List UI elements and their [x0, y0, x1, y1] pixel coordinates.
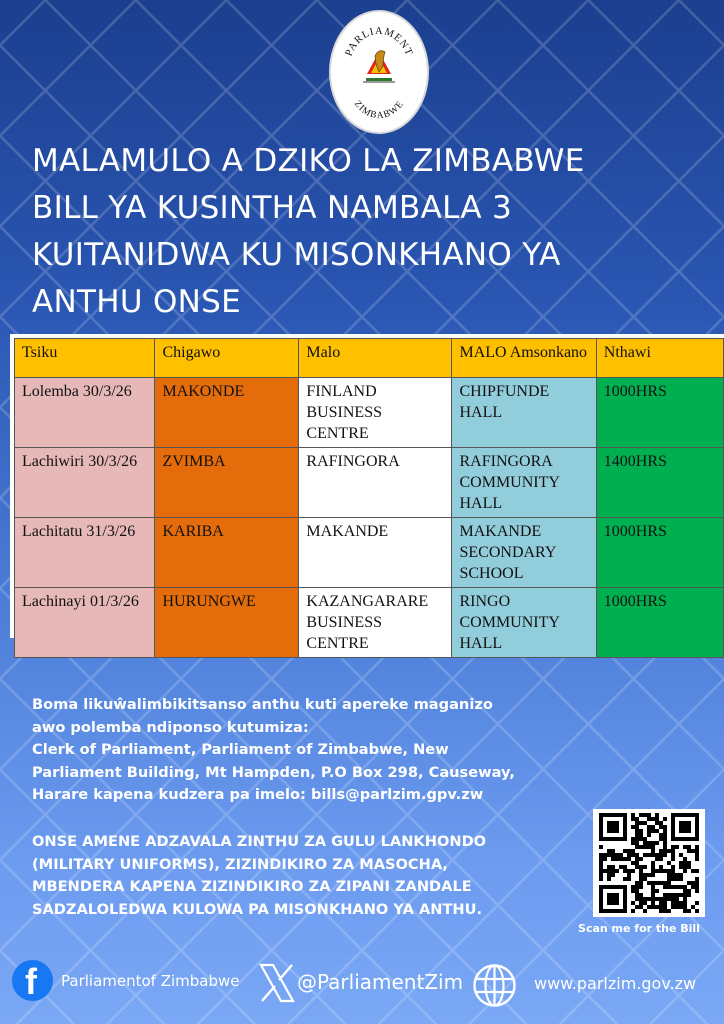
info-line: Parliament Building, Mt Hampden, P.O Box 298, Causeway,	[32, 763, 515, 781]
cell-district: ZVIMBA	[155, 448, 299, 518]
x-icon[interactable]	[259, 963, 295, 1003]
warning-line: (MILITARY UNIFORMS), ZIZINDIKIRO ZA MASOCHA,	[32, 855, 448, 873]
info-line: Harare kapena kudzera pa imelo: bills@parlzim.gpv.zw	[32, 786, 484, 803]
cell-venue: MAKANDE SECONDARY SCHOOL	[452, 518, 596, 588]
cell-time: 1400HRS	[596, 448, 723, 518]
globe-icon[interactable]	[472, 963, 517, 1008]
warning-notice	[32, 831, 592, 921]
cell-place: FINLAND BUSINESS CENTRE	[299, 378, 452, 448]
info-line: Boma likuŵalimbikitsanso anthu kuti apereke maganizo	[32, 696, 493, 713]
table-row	[15, 378, 724, 448]
cell-district: HURUNGWE	[155, 588, 299, 658]
facebook-icon[interactable]: f	[12, 960, 53, 1001]
table-header-row	[15, 339, 724, 378]
qr-caption: Scan me for the Bill	[578, 922, 700, 935]
website-link[interactable]: www.parlzim.gov.zw	[534, 974, 697, 993]
schedule-table-container	[10, 334, 724, 652]
cell-day: Lachiwiri 30/3/26	[15, 448, 155, 518]
cell-time: 1000HRS	[596, 588, 723, 658]
cell-place: MAKANDE	[299, 518, 452, 588]
parliament-logo-icon	[329, 10, 429, 134]
footer	[0, 960, 724, 1010]
warning-line: ONSE AMENE ADZAVALA ZINTHU ZA GULU LANKHONDO	[32, 833, 487, 850]
header-cell-time: Nthawi	[596, 339, 723, 378]
cell-time: 1000HRS	[596, 378, 723, 448]
warning-line: SADZALOLEDWA KULOWA PA MISONKHANO YA ANTHU.	[32, 900, 483, 918]
cell-day: Lachinayi 01/3/26	[15, 588, 155, 658]
qr-code-icon[interactable]	[593, 809, 705, 917]
cell-place: RAFINGORA	[299, 448, 452, 518]
info-line: awo polemba ndiponso kutumiza:	[32, 718, 309, 736]
headline-line: ANTHU ONSE	[32, 284, 242, 320]
facebook-link[interactable]: Parliamentof Zimbabwe	[61, 972, 240, 990]
cell-venue: RAFINGORA COMMUNITY HALL	[452, 448, 596, 518]
logo-bottom-text: ZIMBABWE	[351, 99, 407, 122]
header-cell-venue: MALO Amsonkano	[452, 339, 596, 378]
warning-line: MBENDERA KAPENA ZIZINDIKIRO ZA ZIPANI ZANDALE	[32, 878, 472, 895]
cell-day: Lachitatu 31/3/26	[15, 518, 155, 588]
submission-info	[32, 694, 592, 807]
header-cell-day: Tsiku	[15, 339, 155, 378]
cell-venue: CHIPFUNDE HALL	[452, 378, 596, 448]
table-row	[15, 448, 724, 518]
headline-line: BILL YA KUSINTHA NAMBALA 3	[32, 190, 513, 226]
cell-place: KAZANGARARE BUSINESS CENTRE	[299, 588, 452, 658]
cell-venue: RINGO COMMUNITY HALL	[452, 588, 596, 658]
headline-line: MALAMULO A DZIKO LA ZIMBABWE	[32, 143, 585, 179]
table-row	[15, 588, 724, 658]
cell-time: 1000HRS	[596, 518, 723, 588]
cell-district: KARIBA	[155, 518, 299, 588]
info-line: Clerk of Parliament, Parliament of Zimbabwe, New	[32, 741, 449, 758]
header-cell-place: Malo	[299, 339, 452, 378]
x-handle-link[interactable]: @ParliamentZim	[297, 970, 464, 994]
svg-text:ZIMBABWE	[352, 99, 406, 121]
schedule-table	[14, 338, 724, 658]
logo-top-text: PARLIAMENT	[343, 25, 415, 58]
headline	[32, 138, 712, 326]
cell-day: Lolemba 30/3/26	[15, 378, 155, 448]
cell-district: MAKONDE	[155, 378, 299, 448]
table-row	[15, 518, 724, 588]
header-cell-district: Chigawo	[155, 339, 299, 378]
headline-line: KUITANIDWA KU MISONKHANO YA	[32, 237, 561, 273]
